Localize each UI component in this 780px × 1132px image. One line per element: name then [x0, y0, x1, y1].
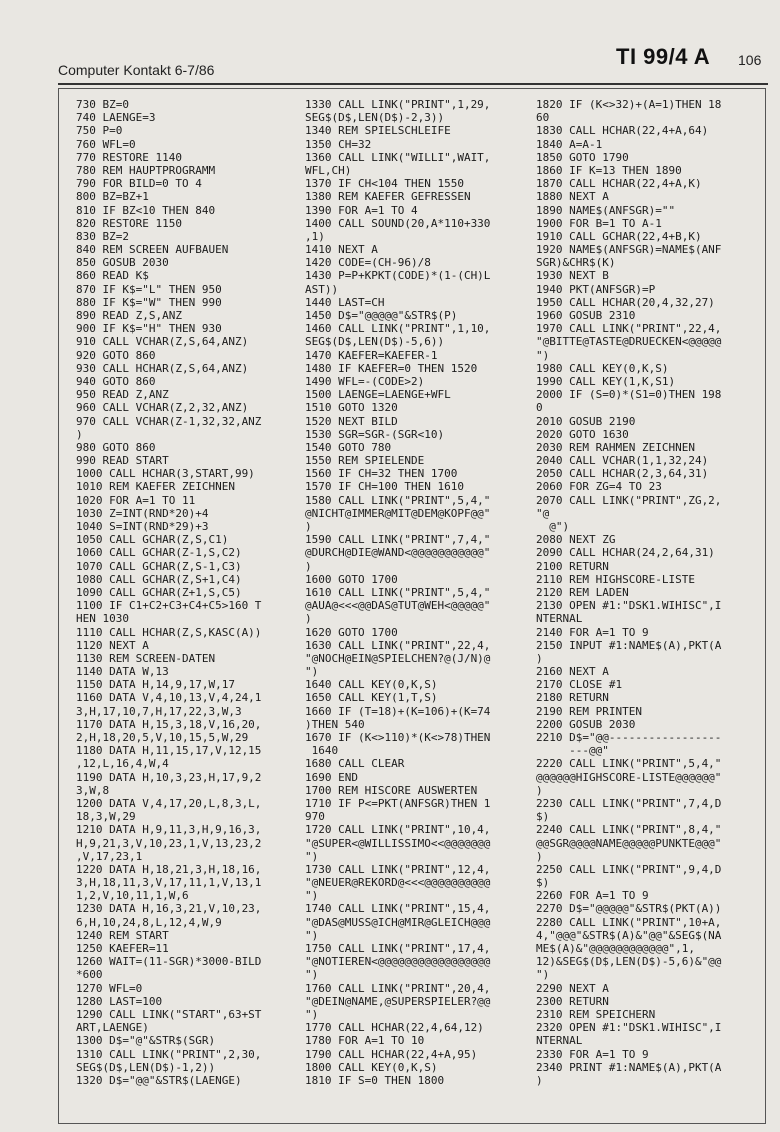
code-line: SEG$(D$,LEN(D$)-5,6)) [305, 335, 445, 349]
code-line: 1550 REM SPIELENDE [305, 454, 425, 468]
code-line: NTERNAL [536, 612, 583, 626]
code-line: 2190 REM PRINTEN [536, 704, 642, 718]
code-line: 2010 GOSUB 2190 [536, 414, 636, 428]
code-line: 2240 CALL LINK("PRINT",8,4," [536, 823, 722, 837]
code-line: 1320 D$="@@"&STR$(LAENGE) [76, 1073, 242, 1087]
code-line: 1170 DATA H,15,3,18,V,16,20, [76, 717, 262, 731]
code-line: 2120 REM LADEN [536, 585, 629, 599]
code-line: 1360 CALL LINK("WILLI",WAIT, [305, 150, 491, 164]
code-line: "@NOCH@EIN@SPIELCHEN?@(J/N)@ [305, 651, 491, 665]
code-line: 2030 REM RAHMEN ZEICHNEN [536, 440, 695, 454]
code-line: 1020 FOR A=1 TO 11 [76, 493, 196, 507]
code-line: "@DAS@MUSS@ICH@MIR@GLEICH@@@ [305, 915, 491, 929]
code-line: 1460 CALL LINK("PRINT",1,10, [305, 322, 491, 336]
code-line: 1150 DATA H,14,9,17,W,17 [76, 678, 235, 692]
code-line: 1930 NEXT B [536, 269, 609, 283]
code-line: ,1) [305, 229, 325, 243]
code-line: ---@@" [536, 744, 609, 758]
code-line: 2260 FOR A=1 TO 9 [536, 889, 649, 903]
code-line: 1240 REM START [76, 928, 169, 942]
code-line: 1700 REM HISCORE AUSWERTEN [305, 783, 478, 797]
code-line: 850 GOSUB 2030 [76, 256, 169, 270]
code-line: 3,H,18,11,3,V,17,11,1,V,13,1 [76, 876, 262, 890]
code-line: 2230 CALL LINK("PRINT",7,4,D [536, 796, 722, 810]
code-line: 1300 D$="@"&STR$(SGR) [76, 1034, 216, 1048]
code-line: SEG$(D$,LEN(D$)-2,3)) [305, 111, 445, 125]
code-line: 1570 IF CH=100 THEN 1610 [305, 480, 464, 494]
code-line: 1220 DATA H,18,21,3,H,18,16, [76, 862, 262, 876]
code-line: 1230 DATA H,16,3,21,V,10,23, [76, 902, 262, 916]
code-line: 2080 NEXT ZG [536, 533, 616, 547]
code-line: )THEN 540 [305, 717, 365, 731]
code-line: 1130 REM SCREEN-DATEN [76, 651, 216, 665]
code-line: 1110 CALL HCHAR(Z,S,KASC(A)) [76, 625, 262, 639]
code-line: NTERNAL [536, 1034, 583, 1048]
code-line: 1760 CALL LINK("PRINT",20,4, [305, 981, 491, 995]
code-line: 1800 CALL KEY(0,K,S) [305, 1060, 438, 1074]
code-line: 1590 CALL LINK("PRINT",7,4," [305, 533, 491, 547]
code-line: $) [536, 810, 550, 824]
code-line: 1790 CALL HCHAR(22,4+A,95) [305, 1047, 478, 1061]
code-line: 1120 NEXT A [76, 638, 149, 652]
code-line: 780 REM HAUPTPROGRAMM [76, 163, 216, 177]
code-line: 950 READ Z,ANZ [76, 388, 169, 402]
code-line: @@@@@@HIGHSCORE-LISTE@@@@@@" [536, 770, 722, 784]
code-line: 60 [536, 111, 550, 125]
code-line: 1390 FOR A=1 TO 4 [305, 203, 418, 217]
code-line: 1840 A=A-1 [536, 137, 603, 151]
code-line: 2330 FOR A=1 TO 9 [536, 1047, 649, 1061]
code-line: 1980 CALL KEY(0,K,S) [536, 361, 669, 375]
code-line: 910 CALL VCHAR(Z,S,64,ANZ) [76, 335, 249, 349]
code-line: 980 GOTO 860 [76, 440, 156, 454]
code-line: 1770 CALL HCHAR(22,4,64,12) [305, 1021, 484, 1035]
code-line: ) [536, 651, 543, 665]
code-line: "@ [536, 506, 550, 520]
code-line: ) [536, 783, 543, 797]
code-line: 1610 CALL LINK("PRINT",5,4," [305, 585, 491, 599]
code-line: "@NEUER@REKORD@<<<@@@@@@@@@@ [305, 876, 491, 890]
code-line: 2320 OPEN #1:"DSK1.WIHISC",I [536, 1021, 722, 1035]
code-line: 1280 LAST=100 [76, 994, 163, 1008]
code-line: 1,2,V,10,11,1,W,6 [76, 889, 189, 903]
page-number: 106 [738, 52, 762, 68]
code-line: 1640 [305, 744, 339, 758]
code-line: 1310 CALL LINK("PRINT",2,30, [76, 1047, 262, 1061]
code-line: "@BITTE@TASTE@DRUECKEN<@@@@@ [536, 335, 722, 349]
code-line: 1620 GOTO 1700 [305, 625, 398, 639]
code-line: 2000 IF (S=0)*(S1=0)THEN 198 [536, 388, 722, 402]
code-line: 1200 DATA V,4,17,20,L,8,3,L, [76, 796, 262, 810]
code-line: 2070 CALL LINK("PRINT",ZG,2, [536, 493, 722, 507]
code-line: 830 BZ=2 [76, 229, 129, 243]
code-line: @AUA@<<<@@DAS@TUT@WEH<@@@@@" [305, 599, 491, 613]
code-line: 1470 KAEFER=KAEFER-1 [305, 348, 438, 362]
code-line: 1600 GOTO 1700 [305, 572, 398, 586]
code-line: ") [536, 968, 550, 982]
code-line: 990 READ START [76, 454, 169, 468]
code-line: 2290 NEXT A [536, 981, 609, 995]
code-line: 840 REM SCREEN AUFBAUEN [76, 243, 229, 257]
code-line: 2200 GOSUB 2030 [536, 717, 636, 731]
code-line: 920 GOTO 860 [76, 348, 156, 362]
code-line: 870 IF K$="L" THEN 950 [76, 282, 222, 296]
code-line: 930 CALL HCHAR(Z,S,64,ANZ) [76, 361, 249, 375]
code-line: 2220 CALL LINK("PRINT",5,4," [536, 757, 722, 771]
code-line: 2050 CALL HCHAR(2,3,64,31) [536, 467, 709, 481]
header-rule [58, 83, 768, 85]
listing-column-1 [76, 98, 304, 1087]
code-line: 940 GOTO 860 [76, 374, 156, 388]
code-line: 1720 CALL LINK("PRINT",10,4, [305, 823, 491, 837]
code-line: ") [536, 348, 550, 362]
code-line: 6,H,10,24,8,L,12,4,W,9 [76, 915, 222, 929]
code-line: @@SGR@@@@NAME@@@@@PUNKTE@@@" [536, 836, 722, 850]
code-line: 1870 CALL HCHAR(22,4+A,K) [536, 177, 702, 191]
code-line: ") [305, 968, 319, 982]
code-line: 1540 GOTO 780 [305, 440, 392, 454]
code-line: 810 IF BZ<10 THEN 840 [76, 203, 216, 217]
code-line: 2060 FOR ZG=4 TO 23 [536, 480, 662, 494]
code-line: 2300 RETURN [536, 994, 609, 1008]
code-line: 820 RESTORE 1150 [76, 216, 182, 230]
code-line: 1010 REM KAEFER ZEICHNEN [76, 480, 235, 494]
code-line: *600 [76, 968, 103, 982]
code-line: 1940 PKT(ANFSGR)=P [536, 282, 656, 296]
code-line: AST)) [305, 282, 339, 296]
code-line: 1560 IF CH=32 THEN 1700 [305, 467, 458, 481]
code-line: 1890 NAME$(ANFSGR)="" [536, 203, 676, 217]
code-line: 1430 P=P+KPKT(CODE)*(1-(CH)L [305, 269, 491, 283]
code-line: 730 BZ=0 [76, 98, 129, 111]
code-line: 1450 D$="@@@@@"&STR$(P) [305, 309, 458, 322]
code-line: 1810 IF S=0 THEN 1800 [305, 1073, 445, 1087]
code-line: 1480 IF KAEFER=0 THEN 1520 [305, 361, 478, 375]
magazine-issue: Computer Kontakt 6-7/86 [58, 62, 215, 78]
code-line: 1920 NAME$(ANFSGR)=NAME$(ANF [536, 243, 722, 257]
code-line: SEG$(D$,LEN(D$)-1,2)) [76, 1060, 216, 1074]
code-line: 880 IF K$="W" THEN 990 [76, 295, 222, 309]
code-line: ,12,L,16,4,W,4 [76, 757, 169, 771]
code-line: 1210 DATA H,9,11,3,H,9,16,3, [76, 823, 262, 837]
code-line: 1290 CALL LINK("START",63+ST [76, 1007, 262, 1021]
code-line: ) [305, 559, 312, 573]
code-line: 1190 DATA H,10,3,23,H,17,9,2 [76, 770, 262, 784]
code-line: ) [536, 1073, 543, 1087]
code-line: ) [305, 612, 312, 626]
code-line: 1880 NEXT A [536, 190, 609, 204]
code-line: 2180 RETURN [536, 691, 609, 705]
code-line: "@DEIN@NAME,@SUPERSPIELER?@@ [305, 994, 491, 1008]
code-line: 860 READ K$ [76, 269, 149, 283]
code-line: 1040 S=INT(RND*29)+3 [76, 520, 209, 533]
code-line: 2160 NEXT A [536, 665, 609, 679]
code-line: 2210 D$="@@----------------- [536, 731, 722, 744]
code-line: 1580 CALL LINK("PRINT",5,4," [305, 493, 491, 507]
code-line: 1670 IF (K<>110)*(K<>78)THEN [305, 731, 491, 744]
code-line: 1440 LAST=CH [305, 295, 385, 309]
code-line: 1380 REM KAEFER GEFRESSEN [305, 190, 471, 204]
code-line: H,9,21,3,V,10,23,1,V,13,23,2 [76, 836, 262, 850]
code-line: 2110 REM HIGHSCORE-LISTE [536, 572, 695, 586]
code-line: 1490 WFL=-(CODE>2) [305, 374, 425, 388]
code-line: ) [305, 520, 312, 533]
code-line: ) [76, 427, 83, 441]
code-line: 1970 CALL LINK("PRINT",22,4, [536, 322, 722, 336]
code-line: 1400 CALL SOUND(20,A*110+330 [305, 216, 491, 230]
code-line: @DURCH@DIE@WAND<@@@@@@@@@@@" [305, 546, 491, 560]
code-line: 1140 DATA W,13 [76, 665, 169, 679]
code-line: 2170 CLOSE #1 [536, 678, 623, 692]
code-line: ART,LAENGE) [76, 1021, 149, 1035]
code-line: 1830 CALL HCHAR(22,4+A,64) [536, 124, 709, 138]
code-line: 1370 IF CH<104 THEN 1550 [305, 177, 464, 191]
code-line: 750 P=0 [76, 124, 123, 138]
code-line: 1350 CH=32 [305, 137, 372, 151]
code-line: 2130 OPEN #1:"DSK1.WIHISC",I [536, 599, 722, 613]
code-line: @") [536, 520, 570, 533]
code-line: 1860 IF K=13 THEN 1890 [536, 163, 682, 177]
code-line: "@SUPER<@WILLISSIMO<<@@@@@@@ [305, 836, 491, 850]
code-line: 2280 CALL LINK("PRINT",10+A, [536, 915, 722, 929]
code-line: ") [305, 849, 319, 863]
code-line: 2150 INPUT #1:NAME$(A),PKT(A [536, 638, 722, 652]
code-line: 1680 CALL CLEAR [305, 757, 405, 771]
code-line: 0 [536, 401, 543, 415]
code-line: ,V,17,23,1 [76, 849, 143, 863]
code-line: 2140 FOR A=1 TO 9 [536, 625, 649, 639]
code-line: 970 [305, 810, 325, 824]
code-line: 1900 FOR B=1 TO A-1 [536, 216, 662, 230]
code-line: 1650 CALL KEY(1,T,S) [305, 691, 438, 705]
code-line: ") [305, 889, 319, 903]
code-line: @NICHT@IMMER@MIT@DEM@KOPF@@" [305, 506, 491, 520]
code-line: 1420 CODE=(CH-96)/8 [305, 256, 431, 270]
code-line: "@NOTIEREN<@@@@@@@@@@@@@@@@@ [305, 955, 491, 969]
code-line: 1520 NEXT BILD [305, 414, 398, 428]
code-line: 3,W,8 [76, 783, 110, 797]
code-line: 1950 CALL HCHAR(20,4,32,27) [536, 295, 715, 309]
code-line: 18,3,W,29 [76, 810, 136, 824]
code-line: 2270 D$="@@@@@"&STR$(PKT(A)) [536, 902, 722, 916]
code-line: 1630 CALL LINK("PRINT",22,4, [305, 638, 491, 652]
code-line: 1640 CALL KEY(0,K,S) [305, 678, 438, 692]
code-line: 12)&SEG$(D$,LEN(D$)-5,6)&"@@ [536, 955, 722, 969]
code-line: 1910 CALL GCHAR(22,4+B,K) [536, 229, 702, 243]
code-line: ) [536, 849, 543, 863]
code-line: 770 RESTORE 1140 [76, 150, 182, 164]
code-line: ") [305, 665, 319, 679]
code-line: 1820 IF (K<>32)+(A=1)THEN 18 [536, 98, 722, 111]
code-line: 2,H,18,20,5,V,10,15,5,W,29 [76, 731, 249, 744]
code-line: 1740 CALL LINK("PRINT",15,4, [305, 902, 491, 916]
section-title: TI 99/4 A [616, 44, 711, 69]
code-line: 2250 CALL LINK("PRINT",9,4,D [536, 862, 722, 876]
code-line: 1690 END [305, 770, 358, 784]
code-line: 2020 GOTO 1630 [536, 427, 629, 441]
code-line: 1100 IF C1+C2+C3+C4+C5>160 T [76, 599, 262, 613]
code-line: 900 IF K$="H" THEN 930 [76, 322, 222, 336]
code-line: ") [305, 928, 319, 942]
code-line: 4,"@@@"&STR$(A)&"@@"&SEG$(NA [536, 928, 722, 942]
code-line: ") [305, 1007, 319, 1021]
code-line: 1500 LAENGE=LAENGE+WFL [305, 388, 451, 402]
code-line: 2340 PRINT #1:NAME$(A),PKT(A [536, 1060, 722, 1074]
code-line: 890 READ Z,S,ANZ [76, 309, 182, 322]
code-line: 1160 DATA V,4,10,13,V,4,24,1 [76, 691, 262, 705]
code-line: 2310 REM SPEICHERN [536, 1007, 656, 1021]
code-line: ME$(A)&"@@@@@@@@@@@@",1, [536, 942, 695, 955]
code-line: $) [536, 876, 550, 890]
code-line: 3,H,17,10,7,H,17,22,3,W,3 [76, 704, 242, 718]
code-line: 790 FOR BILD=0 TO 4 [76, 177, 202, 191]
code-line: 1180 DATA H,11,15,17,V,12,15 [76, 744, 262, 758]
code-line: 1530 SGR=SGR-(SGR<10) [305, 427, 445, 441]
code-line: HEN 1030 [76, 612, 129, 626]
code-line: SGR)&CHR$(K) [536, 256, 616, 270]
code-line: 1250 KAEFER=11 [76, 942, 169, 955]
code-line: 1780 FOR A=1 TO 10 [305, 1034, 425, 1048]
code-line: 1330 CALL LINK("PRINT",1,29, [305, 98, 491, 111]
code-line: 1080 CALL GCHAR(Z,S+1,C4) [76, 572, 242, 586]
code-line: 1030 Z=INT(RND*20)+4 [76, 506, 209, 520]
code-line: 1710 IF P<=PKT(ANFSGR)THEN 1 [305, 796, 491, 810]
listing-column-2 [305, 98, 533, 1087]
code-line: 960 CALL VCHAR(Z,2,32,ANZ) [76, 401, 249, 415]
code-line: 1000 CALL HCHAR(3,START,99) [76, 467, 255, 481]
code-line: 1510 GOTO 1320 [305, 401, 398, 415]
code-line: 1750 CALL LINK("PRINT",17,4, [305, 942, 491, 955]
code-line: 1260 WAIT=(11-SGR)*3000-BILD [76, 955, 262, 969]
code-line: 2090 CALL HCHAR(24,2,64,31) [536, 546, 715, 560]
code-line: 1270 WFL=0 [76, 981, 143, 995]
code-line: 1340 REM SPIELSCHLEIFE [305, 124, 451, 138]
code-line: 1410 NEXT A [305, 243, 378, 257]
listing-column-3 [536, 98, 764, 1087]
code-line: 1960 GOSUB 2310 [536, 309, 636, 322]
code-line: WFL,CH) [305, 163, 352, 177]
code-line: 2040 CALL VCHAR(1,1,32,24) [536, 454, 709, 468]
code-line: 760 WFL=0 [76, 137, 136, 151]
code-line: 740 LAENGE=3 [76, 111, 156, 125]
code-line: 970 CALL VCHAR(Z-1,32,32,ANZ [76, 414, 262, 428]
code-line: 1050 CALL GCHAR(Z,S,C1) [76, 533, 229, 547]
code-line: 1060 CALL GCHAR(Z-1,S,C2) [76, 546, 242, 560]
code-line: 1070 CALL GCHAR(Z,S-1,C3) [76, 559, 242, 573]
code-line: 1990 CALL KEY(1,K,S1) [536, 374, 676, 388]
code-line: 1660 IF (T=18)+(K=106)+(K=74 [305, 704, 491, 718]
code-line: 1850 GOTO 1790 [536, 150, 629, 164]
code-line: 2100 RETURN [536, 559, 609, 573]
code-line: 800 BZ=BZ+1 [76, 190, 149, 204]
code-line: 1090 CALL GCHAR(Z+1,S,C5) [76, 585, 242, 599]
code-line: 1730 CALL LINK("PRINT",12,4, [305, 862, 491, 876]
